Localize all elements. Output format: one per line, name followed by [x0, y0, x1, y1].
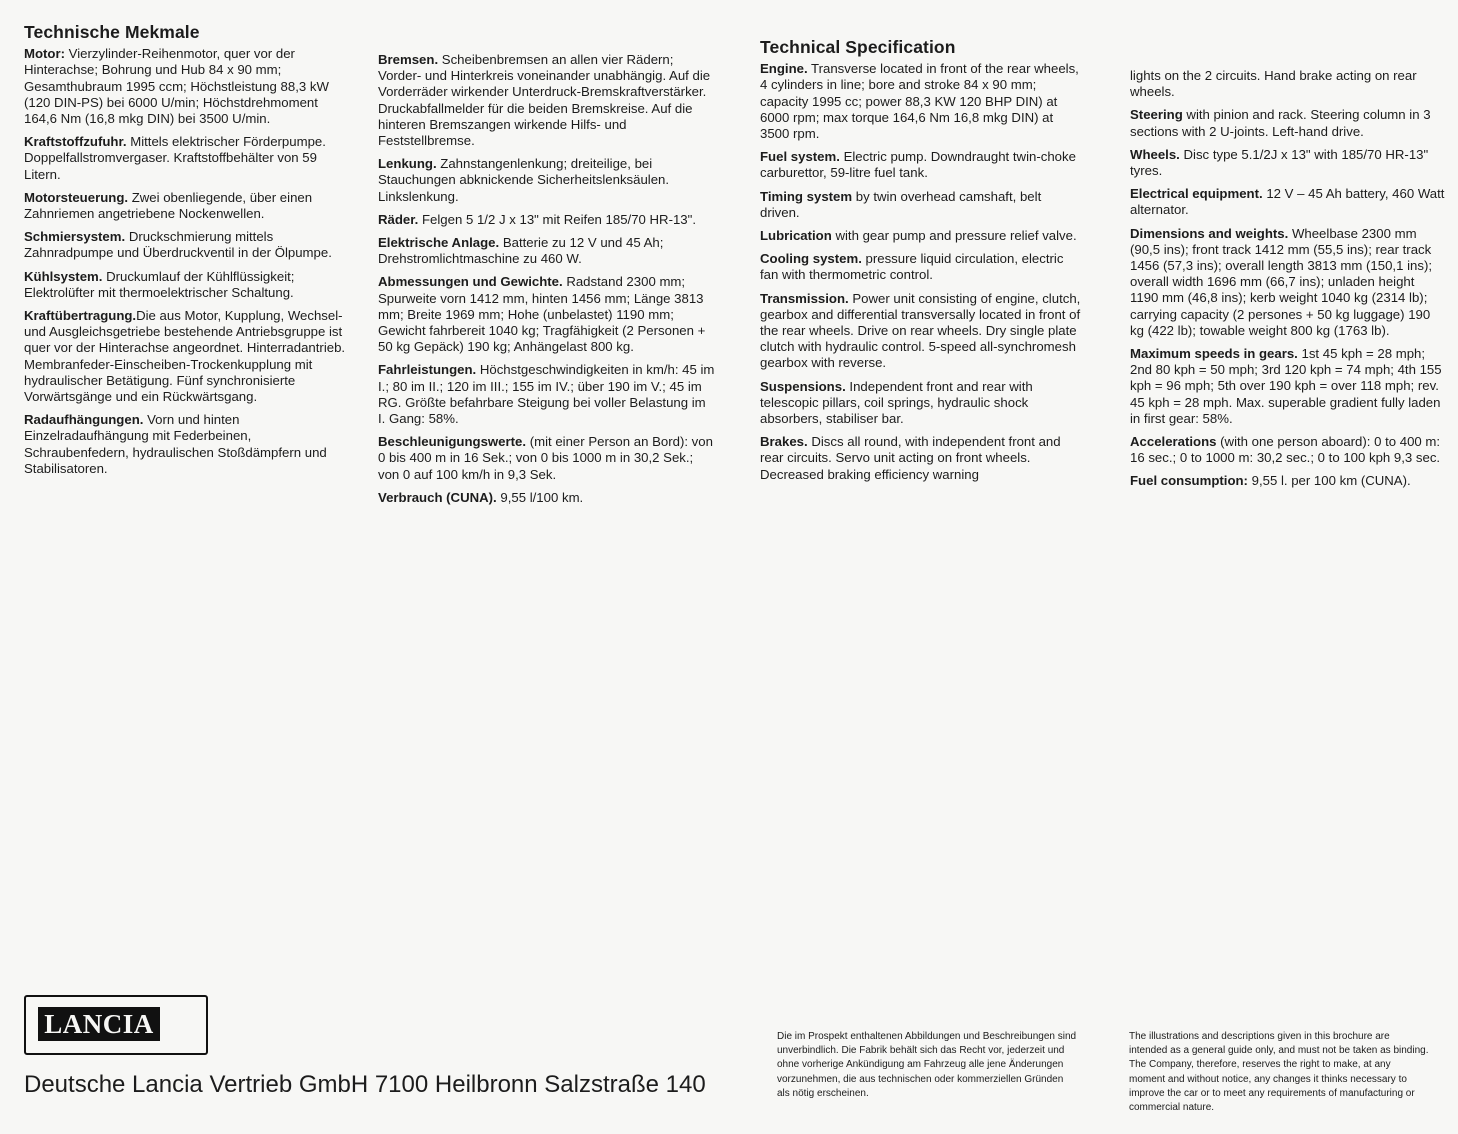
spec-paragraph	[760, 228, 1084, 244]
spec-heading: Accelerations	[1130, 434, 1217, 450]
spec-text: with gear pump and pressure relief valve.	[831, 228, 1077, 244]
spec-heading: Radaufhängungen.	[24, 412, 144, 428]
spec-heading: Dimensions and weights.	[1130, 225, 1289, 241]
spec-text: Die aus Motor, Kupplung, Wechsel- und Ausgleichsgetriebe bestehende Antriebsgruppe ist quer vor der Hinterachse angeordnet. Hinterradantrieb. Membranfeder-Einscheiben-Trockenkupplung mit hydraulischer Betätigung. Fünf synchronisierte Vorwärtsgänge und ein Rückwärtsgang.	[24, 308, 346, 405]
spec-text: Independent front and rear with telescopic pillars, coil springs, hydraulic shock absorbers, stabiliser bar.	[760, 378, 1033, 427]
spec-paragraph	[760, 434, 1084, 483]
spec-paragraph	[1130, 68, 1445, 100]
spec-paragraph	[1130, 346, 1445, 427]
german-specs-column-1	[24, 24, 346, 484]
spec-paragraph	[760, 149, 1084, 181]
spec-text: Vierzylinder-Reihenmotor, quer vor der Hinterachse; Bohrung und Hub 84 x 90 mm; Gesamthubraum 1995 ccm; Höchstleistung 88,3 kW (120 DIN-PS) bei 6000 U/min; Höchstdrehmoment 164,6 Nm (16,8 mkg DIN) bei 3500 U/min.	[24, 46, 329, 127]
spec-paragraph	[1130, 226, 1445, 339]
spec-heading: Räder.	[378, 211, 419, 227]
spec-text: (with one person aboard): 0 to 400 m: 16 sec.; 0 to 1000 m: 30,2 sec.; 0 to 100 kph 9,3 sec.	[1130, 434, 1441, 466]
spec-paragraph	[24, 229, 346, 261]
spec-heading: Motor:	[24, 46, 66, 62]
spec-text: Druckumlauf der Kühlflüssigkeit; Elektrolüfter mit thermoelektrischer Schaltung.	[24, 268, 295, 300]
spec-text: with pinion and rack. Steering column in 3 sections with 2 U-joints. Left-hand drive.	[1130, 107, 1431, 139]
german-title: Technische Mekmale	[24, 22, 200, 42]
spec-heading: Maximum speeds in gears.	[1130, 346, 1298, 362]
spec-paragraph	[760, 251, 1084, 283]
spec-text: Power unit consisting of engine, clutch, gearbox and differential transversally located in front of the rear wheels. Drive on rear wheels. Dry single plate clutch with hydraulic control. 5-speed all-synchromesh gearbox with reverse.	[760, 290, 1081, 371]
english-specs-column-2	[1130, 68, 1445, 497]
spec-paragraph	[1130, 434, 1445, 466]
spec-text: Druckschmierung mittels Zahnradpumpe und Überdruckventil in der Ölpumpe.	[24, 229, 332, 261]
spec-text: lights on the 2 circuits. Hand brake acting on rear wheels.	[1130, 68, 1417, 100]
spec-heading: Abmessungen und Gewichte.	[378, 274, 563, 290]
spec-paragraph	[760, 291, 1084, 372]
spec-text: pressure liquid circulation, electric fan with thermometric control.	[760, 251, 1064, 283]
dealer-address: Deutsche Lancia Vertrieb GmbH 7100 Heilbronn Salzstraße 140	[24, 1071, 706, 1098]
spec-paragraph	[378, 274, 716, 355]
spec-text: Discs all round, with independent front and rear circuits. Servo unit acting on front wheels. Decreased braking efficiency warning	[760, 434, 1061, 482]
spec-text: Mittels elektrischer Förderpumpe. Doppelfallstromvergaser. Kraftstoffbehälter von 59 Litern.	[24, 134, 326, 182]
spec-paragraph	[1130, 107, 1445, 139]
german-specs-column-2	[378, 52, 716, 513]
spec-paragraph	[1130, 473, 1445, 489]
spec-text: by twin overhead camshaft, belt driven.	[760, 188, 1042, 220]
spec-paragraph	[24, 134, 346, 183]
spec-text: 9,55 l/100 km.	[496, 489, 584, 505]
spec-heading: Beschleunigungswerte.	[378, 434, 527, 450]
spec-paragraph	[378, 212, 716, 228]
spec-heading: Schmiersystem.	[24, 229, 126, 245]
spec-text: Batterie zu 12 V und 45 Ah; Drehstromlichtmaschine zu 460 W.	[378, 235, 664, 267]
spec-text: Electric pump. Downdraught twin-choke carburettor, 59-litre fuel tank.	[760, 149, 1076, 181]
spec-text: Felgen 5 1/2 J x 13" mit Reifen 185/70 HR-13".	[418, 211, 696, 227]
spec-paragraph	[24, 269, 346, 301]
spec-text: Radstand 2300 mm; Spurweite vorn 1412 mm, hinten 1456 mm; Länge 3813 mm; Breite 1969 mm; Hohe (unbelastet) 1190 mm; Gewicht fahrbereit 1040 kg; Tragfähigkeit (2 Personen + 50 kg Gepäck) 190 kg; Anhängelast 800 kg.	[378, 274, 706, 355]
english-col2-list	[1130, 68, 1445, 490]
spec-text: Disc type 5.1/2J x 13" with 185/70 HR-13" tyres.	[1130, 146, 1429, 179]
spec-text: 9,55 l. per 100 km (CUNA).	[1247, 473, 1411, 489]
spec-heading: Elektrische Anlage.	[378, 235, 500, 251]
spec-heading: Kraftstoffzufuhr.	[24, 134, 127, 150]
spec-paragraph	[24, 308, 346, 405]
spec-text: Vorn und hinten Einzelradaufhängung mit Federbeinen, Schraubenfedern, hydraulischen Stoßdämpfern und Stabilisatoren.	[24, 412, 327, 476]
spec-text: 1st 45 kph = 28 mph; 2nd 80 kph = 50 mph; 3rd 120 kph = 74 mph; 4th 155 kph = 96 mph; 5th over 190 kph = over 118 mph; rev. 45 kph = 28 mph. Max. superable gradient fully laden in first gear: 58%.	[1130, 346, 1442, 426]
spec-heading: Cooling system.	[760, 251, 862, 267]
spec-text: Zahnstangenlenkung; dreiteilige, bei Stauchungen abknickende Sicherheitslenksäulen. Linkslenkung.	[378, 156, 670, 204]
spec-paragraph	[378, 156, 716, 205]
spec-paragraph	[378, 52, 716, 149]
english-title: Technical Specification	[760, 37, 956, 57]
spec-text: Transverse located in front of the rear wheels, 4 cylinders in line; bore and stroke 84 x 90 mm; capacity 1995 cc; power 88,3 KW 120 BHP DIN) at 6000 rpm; max torque 164,6 Nm 16,8 mkg DIN) at 3500 rpm.	[760, 61, 1079, 142]
spec-heading: Steering	[1130, 107, 1183, 123]
spec-text: 12 V – 45 Ah battery, 460 Watt alternator.	[1130, 186, 1445, 218]
spec-paragraph	[378, 434, 716, 483]
spec-heading: Transmission.	[760, 290, 849, 306]
spec-heading: Wheels.	[1130, 146, 1180, 162]
spec-paragraph	[24, 190, 346, 222]
spec-heading: Brakes.	[760, 434, 808, 450]
spec-heading: Lenkung.	[378, 156, 437, 172]
english-specs-column-1	[760, 39, 1084, 490]
spec-paragraph	[1130, 186, 1445, 218]
spec-heading: Fuel consumption:	[1130, 473, 1248, 489]
spec-paragraph	[378, 235, 716, 267]
spec-heading: Kraftübertragung.	[24, 308, 137, 324]
disclaimer-english: The illustrations and descriptions given in this brochure are intended as a general guide only, and must not be taken as binding. The Company, therefore, reserves the right to make, at any moment and without notice, any changes it thinks necessary to improve the car or to meet any requirements of manufacturing or commercial nature.	[1129, 1031, 1429, 1114]
spec-text: Zwei obenliegende, über einen Zahnriemen angetriebene Nockenwellen.	[24, 189, 313, 222]
spec-heading: Fahrleistungen.	[378, 362, 477, 378]
spec-heading: Suspensions.	[760, 378, 846, 394]
lancia-logo	[24, 995, 208, 1055]
lancia-logo-mark: LANCIA	[38, 1007, 160, 1041]
spec-text: Scheibenbremsen an allen vier Rädern; Vorder- und Hinterkreis voneinander unabhängig. Auf die Vorderräder wirkender Unterdruck-Bremskraftverstärker. Druckabfallmelder für die beiden Bremskreise. Auf die hinteren Bremszangen wirkende Hilfs- und Feststellbremse.	[378, 52, 711, 149]
spec-heading: Electrical equipment.	[1130, 186, 1263, 202]
spec-text: (mit einer Person an Bord): von 0 bis 400 m in 16 Sek.; von 0 bis 1000 m in 30,2 Sek.; von 0 auf 100 km/h in 9,3 Sek.	[378, 434, 713, 482]
spec-heading: Verbrauch (CUNA).	[378, 489, 497, 505]
spec-heading: Timing system	[760, 188, 853, 204]
disclaimer-german: Die im Prospekt enthaltenen Abbildungen und Beschreibungen sind unverbindlich. Die Fabrik behält sich das Recht vor, jederzeit und ohne vorherige Ankündigung am Fahrzeug alle jene Änderungen vorzunehmen, die aus technischen oder kommerziellen Gründen als nötig erscheinen.	[777, 1031, 1077, 1099]
german-col1-list	[24, 46, 346, 477]
spec-paragraph	[760, 61, 1084, 142]
spec-paragraph	[24, 46, 346, 127]
spec-paragraph	[378, 490, 716, 506]
spec-heading: Motorsteuerung.	[24, 189, 129, 205]
spec-paragraph	[24, 412, 346, 477]
spec-heading: Fuel system.	[760, 149, 840, 165]
spec-paragraph	[1130, 147, 1445, 179]
spec-paragraph	[760, 379, 1084, 428]
spec-text: Wheelbase 2300 mm (90,5 ins); front track 1412 mm (55,5 ins); rear track 1456 (57,3 ins); overall length 3813 mm (150,1 ins); overall width 1696 mm (66,7 ins); unladen height 1190 mm (46,8 ins); kerb weight 1040 kg (2314 lb); carrying capacity (2 persones + 50 kg luggage) 190 kg (422 lb); towable weight 800 kg (1763 lb).	[1130, 225, 1433, 338]
spec-heading: Kühlsystem.	[24, 268, 103, 284]
spec-heading: Lubrication	[760, 228, 832, 244]
spec-paragraph	[378, 362, 716, 427]
spec-heading: Engine.	[760, 61, 808, 77]
spec-heading: Bremsen.	[378, 52, 439, 67]
spec-text: Höchstgeschwindigkeiten in km/h: 45 im I.; 80 im II.; 120 im III.; 155 im IV.; über 190 im V.; 45 im RG. Größte befahrbare Steigung bei voller Belastung im I. Gang: 58%.	[378, 362, 715, 427]
german-col2-list	[378, 52, 716, 506]
english-col1-list	[760, 61, 1084, 483]
spec-paragraph	[760, 189, 1084, 221]
